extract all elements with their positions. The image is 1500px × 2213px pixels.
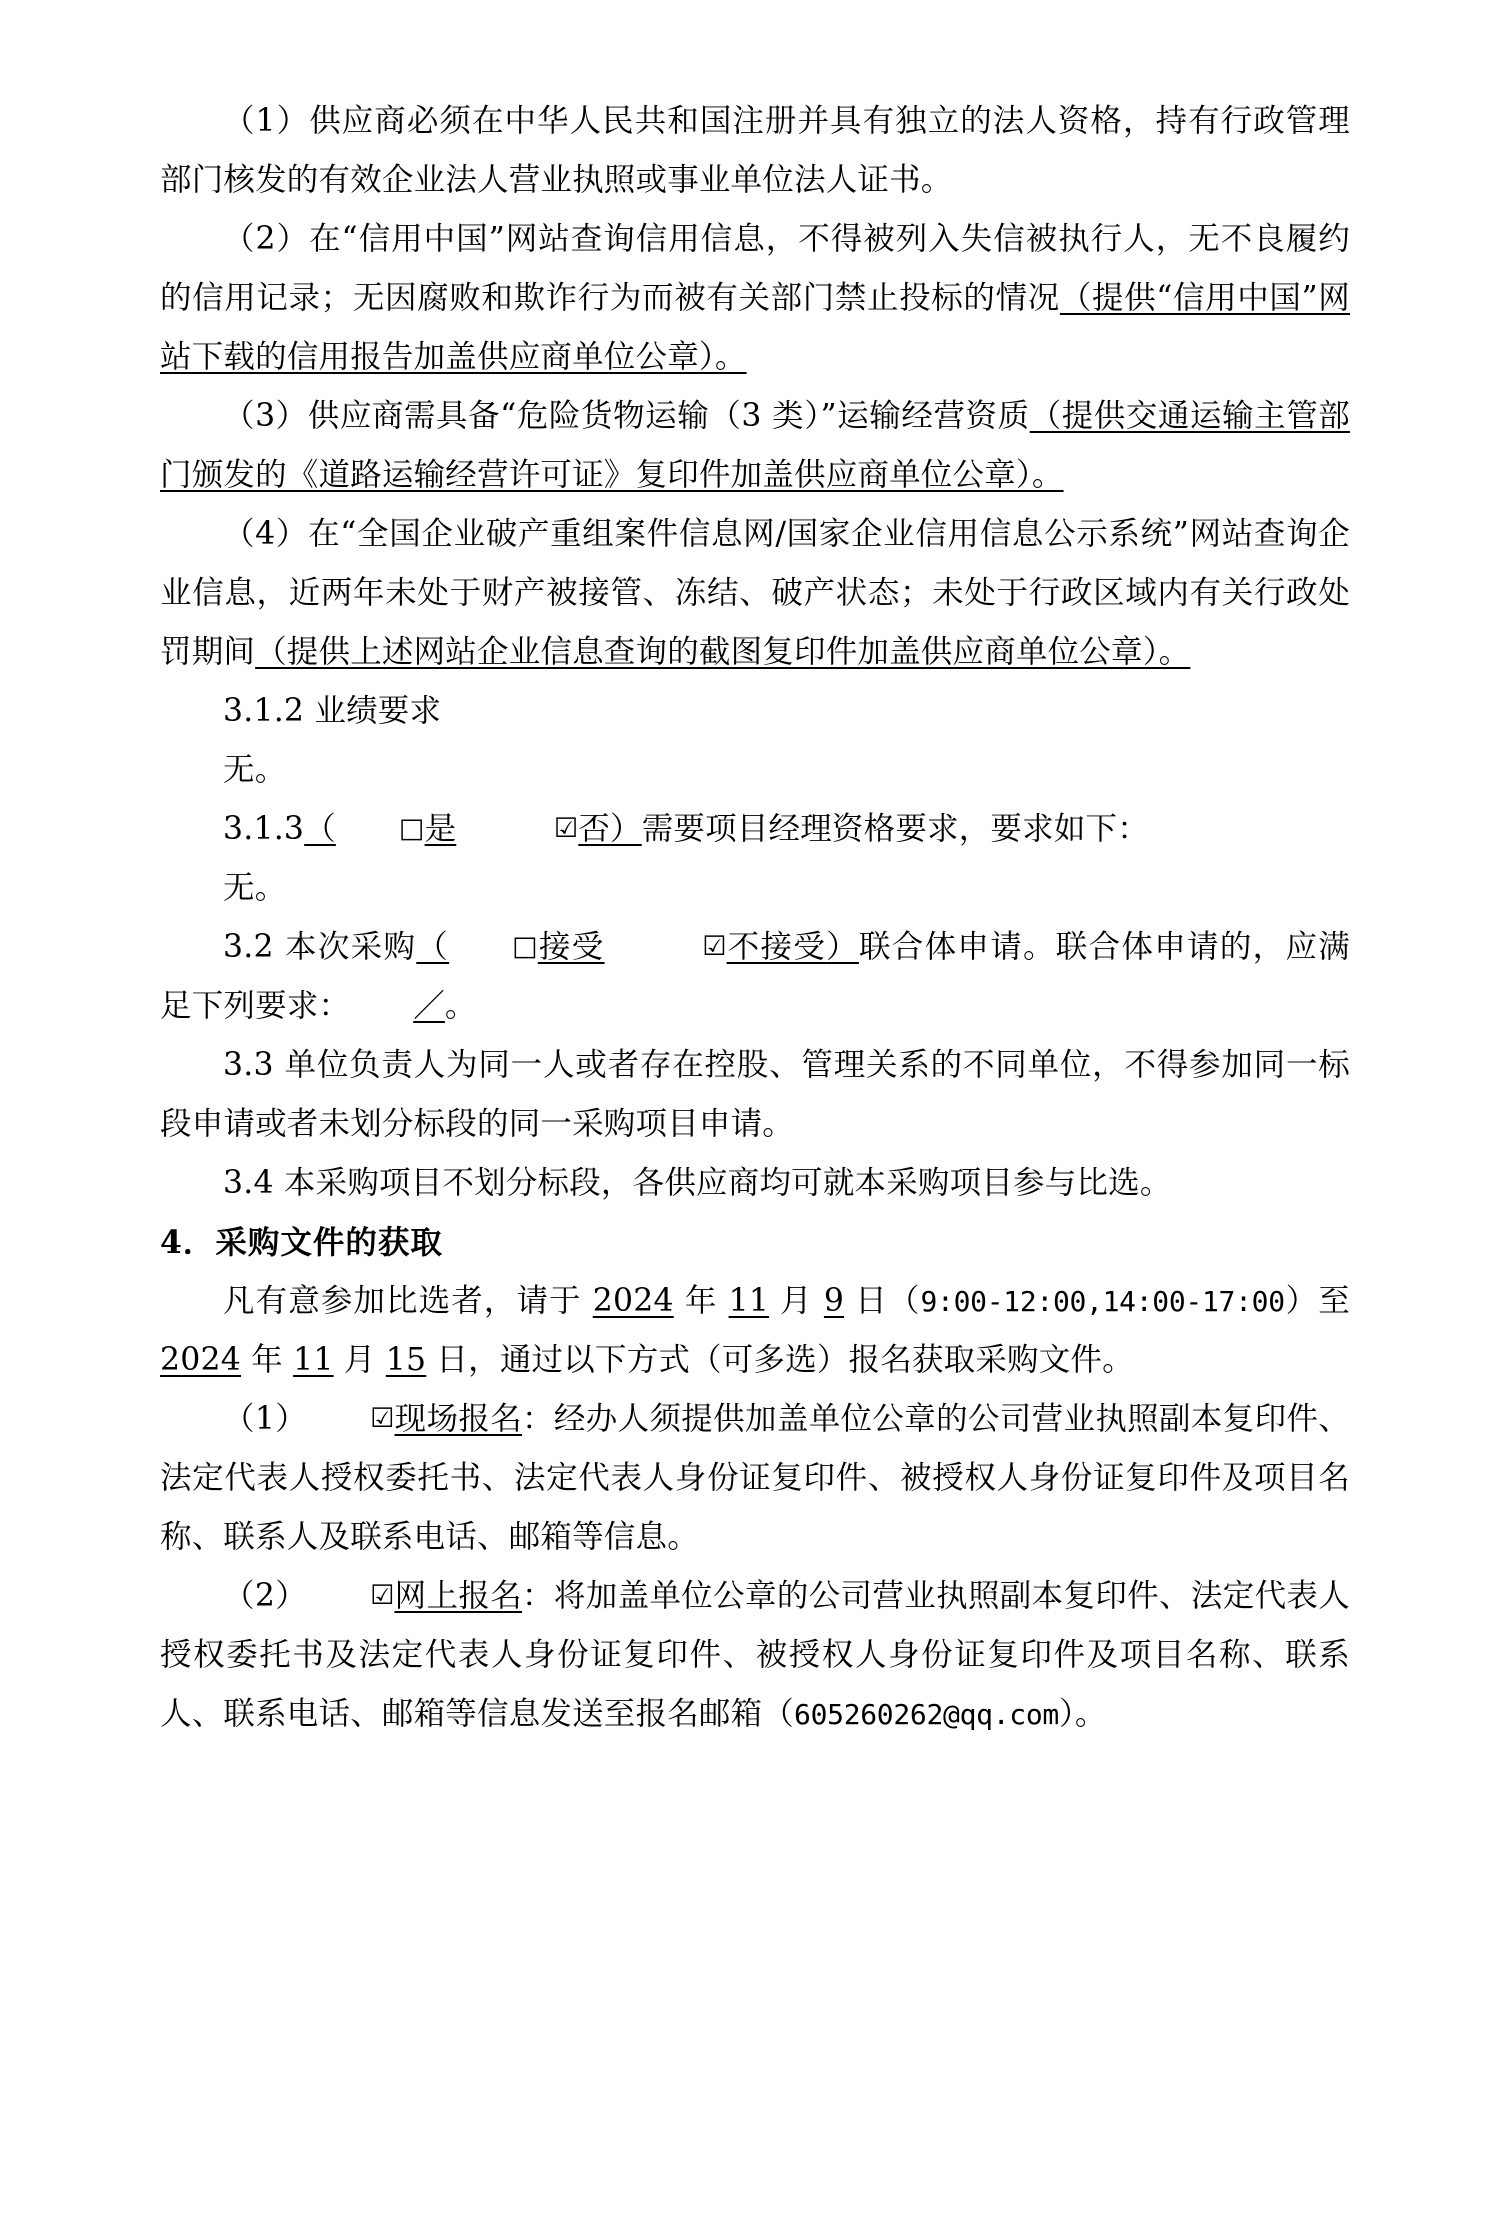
method-1-text: 经办人须提供加盖单位公章的公司营业执照副本复印件、法定代表人授权委托书、法定代表人身份证复印件、被授权人身份证复印件及项目名称、联系人及联系电话、邮箱等信息。	[160, 1401, 1350, 1555]
intro-text-1: 凡有意参加比选者，请于	[223, 1283, 593, 1319]
section-3-1-3-checkbox-group	[304, 811, 642, 847]
item-4-underlined-note: （提供上述网站企业信息查询的截图复印件加盖供应商单位公章）。	[255, 634, 1191, 670]
section-3-1-3	[160, 800, 1350, 859]
section-3-2	[160, 918, 1350, 1036]
registration-method-1	[160, 1390, 1350, 1567]
method-1-label: （1）	[223, 1401, 308, 1437]
section-3-1-3-number: 3.1.3	[223, 811, 305, 847]
section-3-4-number: 3.4	[223, 1165, 274, 1201]
time-range-text: 9:00-12:00,14:00-17:00	[920, 1285, 1285, 1318]
section-4-heading: 4．采购文件的获取	[160, 1224, 443, 1261]
section-3-2-number: 3.2	[223, 929, 274, 965]
registration-method-2	[160, 1567, 1350, 1744]
checkbox-onsite-label: 现场报名	[394, 1401, 523, 1437]
intro-text-3: 日，通过以下方式（可多选）报名获取采购文件。	[426, 1342, 1134, 1378]
checkbox-no-icon[interactable]: ☑	[553, 813, 579, 844]
item-3-text: 供应商需具备“危险货物运输（3 类）”运输经营资质	[307, 398, 1030, 434]
end-year-field[interactable]: 2024	[160, 1342, 241, 1378]
method-2-checkbox-group	[307, 1578, 522, 1614]
start-year-field[interactable]: 2024	[592, 1283, 674, 1319]
checkbox-online-icon[interactable]: ☑	[370, 1580, 395, 1611]
end-day-field[interactable]: 15	[385, 1342, 427, 1378]
method-1-checkbox-group	[307, 1401, 522, 1437]
section-3-4	[160, 1154, 1350, 1213]
checkbox-onsite-icon[interactable]: ☑	[370, 1403, 395, 1434]
section-3-2-checkbox-group	[416, 929, 859, 965]
method-1-colon: ：	[522, 1401, 554, 1437]
section-3-1-2-title: 业绩要求	[314, 693, 442, 729]
paren-close: ）	[610, 811, 642, 847]
start-month-field[interactable]: 11	[728, 1283, 770, 1319]
section-3-2-text-after: 联合体申请。联合体申请的，应满足下列要求：	[160, 929, 1350, 1024]
checkbox-accept-icon[interactable]: □	[512, 931, 538, 962]
item-2-underlined-note: （提供“信用中国”网站下载的信用报告加盖供应商单位公章）。	[160, 280, 1350, 375]
method-2-text-before: 将加盖单位公章的公司营业执照副本复印件、法定代表人授权委托书及法定代表人身份证复印件、被授权人身份证复印件及项目名称、联系人、联系电话、邮箱等信息发送至报名邮箱（	[160, 1578, 1350, 1732]
checkbox-yes-label: 是	[424, 811, 457, 847]
item-4-label: （4）	[223, 516, 309, 552]
section-3-3-number: 3.3	[223, 1047, 274, 1083]
section-3-2-text-before: 本次采购	[285, 929, 417, 965]
section-4-intro	[160, 1272, 1350, 1390]
item-2-text: 在“信用中国”网站查询信用信息，不得被列入失信被执行人，无不良履约的信用记录；无因腐败和欺诈行为而被有关部门禁止投标的情况	[160, 221, 1350, 316]
checkbox-accept-label: 接受	[537, 929, 605, 965]
section-3-1-3-content: 无。	[223, 870, 287, 906]
item-1-text: 供应商必须在中华人民共和国注册并具有独立的法人资格，持有行政管理部门核发的有效企业法人营业执照或事业单位法人证书。	[160, 103, 1350, 198]
checkbox-yes-icon[interactable]: □	[398, 813, 425, 844]
end-month-field[interactable]: 11	[293, 1342, 334, 1378]
paren-open: （	[304, 811, 336, 847]
intro-month-unit: 月	[769, 1283, 824, 1319]
paragraph-item-2	[160, 210, 1350, 387]
item-3-label: （3）	[223, 398, 308, 434]
method-2-label: （2）	[223, 1578, 308, 1614]
paragraph-item-1	[160, 92, 1350, 210]
intro-year-unit: 年	[673, 1283, 729, 1319]
intro-text-2: ）至	[1284, 1283, 1350, 1319]
method-2-text-after: ）。	[1058, 1696, 1107, 1732]
section-3-2-period: 。	[444, 988, 477, 1024]
section-3-3-text: 单位负责人为同一人或者存在控股、管理关系的不同单位，不得参加同一标段申请或者未划分标段的同一采购项目申请。	[160, 1047, 1350, 1142]
checkbox-reject-icon[interactable]: ☑	[702, 931, 727, 962]
paren-close: ）	[826, 929, 859, 965]
section-3-1-3-text: 需要项目经理资格要求，要求如下：	[641, 811, 1149, 847]
item-2-label: （2）	[223, 221, 310, 257]
checkbox-reject-label: 不接受	[726, 929, 827, 965]
document-body	[160, 92, 1350, 1744]
paren-open: （	[416, 929, 450, 965]
paragraph-item-4	[160, 505, 1350, 682]
checkbox-no-label: 否	[578, 811, 611, 847]
item-1-label: （1）	[223, 103, 310, 139]
section-3-4-text: 本采购项目不划分标段，各供应商均可就本采购项目参与比选。	[283, 1165, 1172, 1201]
section-3-1-2	[160, 682, 1350, 741]
intro-year-unit-2: 年	[240, 1342, 294, 1378]
paragraph-item-3	[160, 387, 1350, 505]
item-3-underlined-note: （提供交通运输主管部门颁发的《道路运输经营许可证》复印件加盖供应商单位公章）。	[160, 398, 1350, 493]
section-3-1-2-content: 无。	[223, 752, 287, 788]
section-3-1-2-number: 3.1.2	[223, 693, 305, 729]
section-3-2-blank-field[interactable]: ／	[413, 988, 445, 1024]
item-4-text: 在“全国企业破产重组案件信息网/国家企业信用信息公示系统”网站查询企业信息，近两年未处于财产被接管、冻结、破产状态；未处于行政区域内有关行政处罚期间	[160, 516, 1350, 670]
intro-month-unit-2: 月	[333, 1342, 386, 1378]
method-2-colon: ：	[522, 1578, 554, 1614]
intro-day-unit: 日（	[844, 1283, 921, 1319]
checkbox-online-label: 网上报名	[394, 1578, 523, 1614]
registration-email: 605260262@qq.com	[794, 1698, 1059, 1731]
section-3-3	[160, 1036, 1350, 1154]
start-day-field[interactable]: 9	[823, 1283, 845, 1319]
